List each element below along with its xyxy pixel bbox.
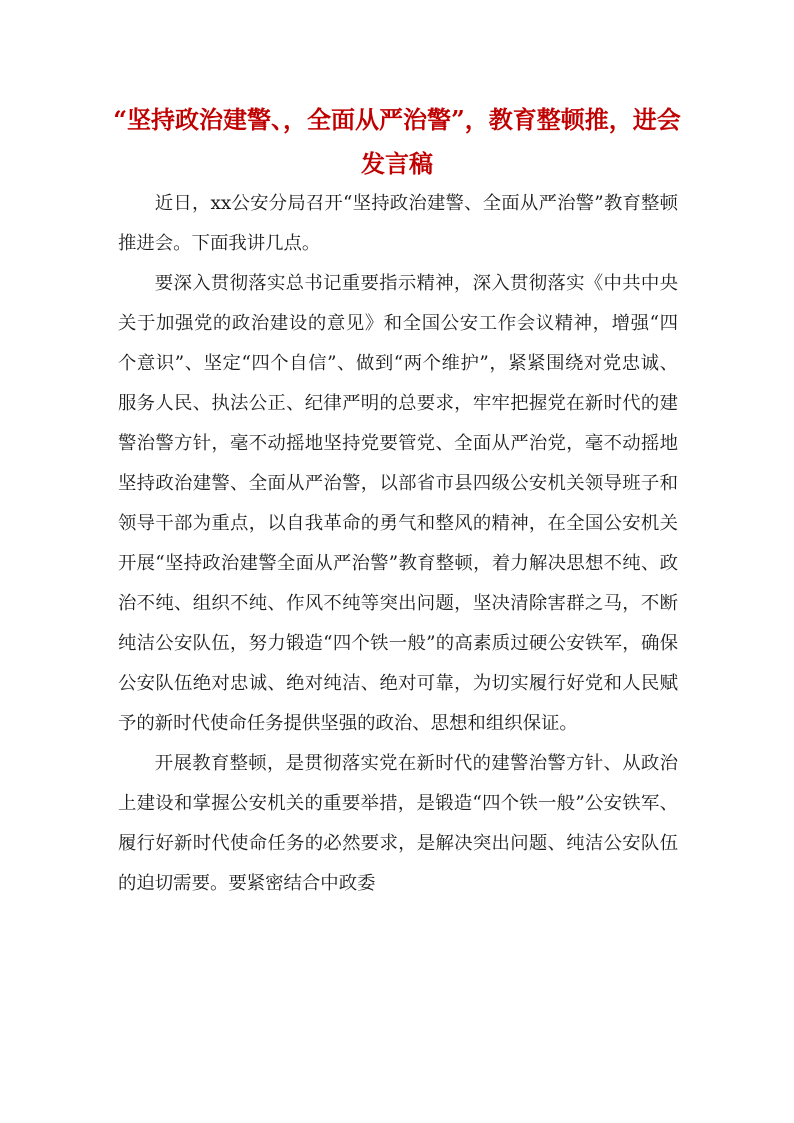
document-title: “坚持政治建警、，全面从严治警”，教育整顿推，进会发言稿 — [113, 105, 681, 178]
paragraph-2: 要深入贯彻落实总书记重要指示精神，深入贯彻落实《中共中央关于加强党的政治建设的意见》和全国公安工作会议精神，增强“四个意识”、坚定“四个自信”、做到“两个维护”，紧紧围绕对党忠诚、服务人民、执法公正、纪律严明的总要求，牢牢把握党在新时代的建警治警方针，毫不动摇地坚持党要管党、全面从严治党，毫不动摇地坚持政治建警、全面从严治警，以部省市县四级公安机关领导班子和领导干部为重点，以自我革命的勇气和整风的精神，在全国公安机关开展“坚持政治建警全面从严治警”教育整顿，着力解决思想不纯、政治不纯、组织不纯、作风不纯等突出问题，坚决清除害群之马，不断纯洁公安队伍，努力锻造“四个铁一般”的高素质过硬公安铁军，确保公安队伍绝对忠诚、绝对纯洁、绝对可靠，为切实履行好党和人民赋予的新时代使命任务提供坚强的政治、思想和组织保证。 — [118, 273, 678, 734]
document-body — [118, 184, 678, 904]
paragraph-3: 开展教育整顿，是贯彻落实党在新时代的建警治警方针、从政治上建设和掌握公安机关的重要举措，是锻造“四个铁一般”公安铁军、履行好新时代使命任务的必然要求，是解决突出问题、纯洁公安队伍的迫切需要。要紧密结合中政委 — [118, 753, 678, 894]
paragraph-1: 近日，xx公安分局召开“坚持政治建警、全面从严治警”教育整顿推进会。下面我讲几点。 — [118, 193, 678, 254]
